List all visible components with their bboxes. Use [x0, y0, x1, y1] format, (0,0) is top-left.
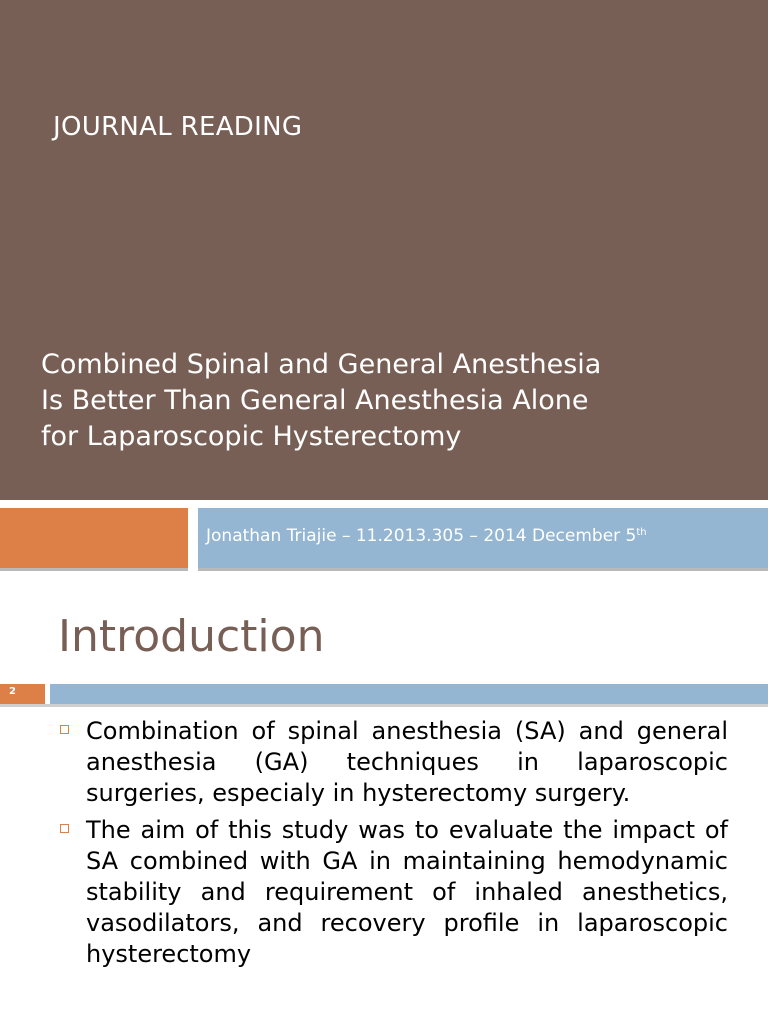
bullet-list — [58, 716, 728, 976]
introduction-title: Introduction — [58, 611, 325, 662]
bullet-text: Combination of spinal anesthesia (SA) and general anesthesia (GA) techniques in laparoscopic surgeries, especialy in hysterectomy surgery. — [86, 717, 728, 807]
title-line-3: for Laparoscopic Hysterectomy — [41, 421, 462, 452]
header-bar — [50, 684, 768, 704]
square-bullet-icon — [60, 725, 69, 734]
slide-title — [41, 347, 741, 455]
bullet-text: The aim of this study was to evaluate the impact of SA combined with GA in maintaining hemodynamic stability and requirement of inhaled anesthetics, vasodilators, and recovery profile in laparoscopic hysterectomy — [86, 816, 728, 968]
header-bar-shadow — [0, 704, 768, 707]
slide-number: 2 — [9, 686, 16, 697]
orange-block-shadow — [0, 568, 188, 571]
title-line-1: Combined Spinal and General Anesthesia — [41, 349, 602, 380]
byline-block-shadow — [198, 568, 768, 571]
slide-kicker: JOURNAL READING — [53, 112, 303, 142]
bullet-item — [58, 815, 728, 970]
byline — [206, 526, 647, 546]
bullet-item — [58, 716, 728, 809]
byline-text: Jonathan Triajie – 11.2013.305 – 2014 December 5 — [206, 526, 637, 546]
byline-superscript: th — [636, 527, 647, 538]
square-bullet-icon — [60, 824, 69, 833]
slide-number-box — [0, 684, 45, 704]
orange-accent-block — [0, 508, 188, 568]
title-line-2: Is Better Than General Anesthesia Alone — [41, 385, 589, 416]
